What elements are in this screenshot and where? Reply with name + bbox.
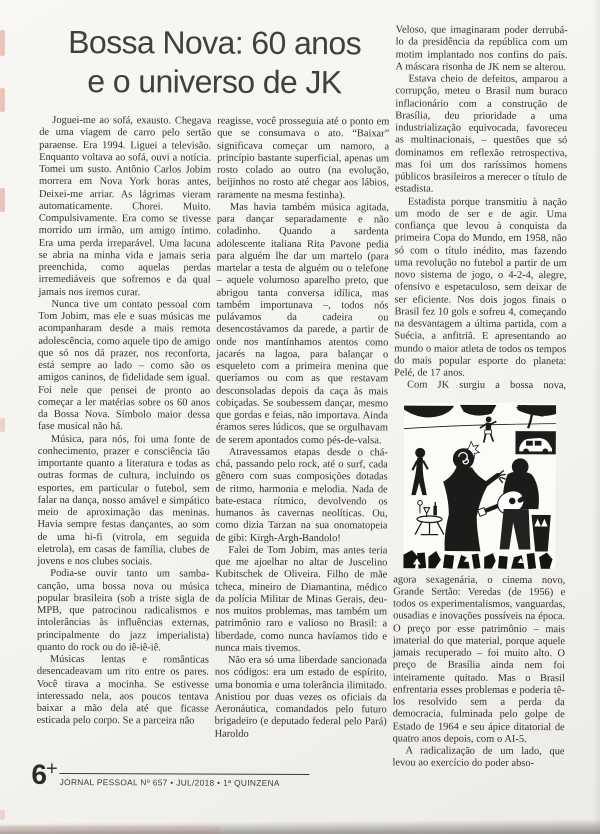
footer — [31, 757, 309, 790]
scan-edge-artifact — [0, 30, 5, 56]
scan-edge-artifact — [0, 810, 5, 820]
paragraph: Joguei-me ao sofá, exausto. Chegava de uma viagem de carro pelo sertão paraense. Era 1994. Liguei a televisão. Enquanto voltava ao sofá, ouvi a notícia. Tomei um susto. Antônio Carlos Jobim morrera em Nova York horas antes, Deixei-me arriar. As lágrimas vieram automaticamente. Chorei. Muito. Compulsivamente. Era como se tivesse morrido um irmão, um amigo íntimo. Era uma perda irreparável. Uma lacuna se abria na minha vida e jamais seria preenchida, como aquelas perdas irremediáveis que sofremos e da qual jamais nos iremos curar. — [38, 114, 212, 298]
bossa-nova-beach-illustration — [403, 402, 556, 569]
column-1 — [37, 115, 212, 740]
paragraph: agora sexagenária, o cinema novo, Grande Sertão: Veredas (de 1956) e todos os experimentalismos, vanguardas, ousadias e inovações possíveis na época. O preço por esse patrimônio – mais imaterial do que material, porque aquele jamais recuperado – foi muito alto. O preço de Brasília ainda nem foi inteiramente quitado. Mas o Brasil enfrentaria esses problemas e poderia tê-los resolvido sem a perda da democracia, fulminada pelo golpe de Estado de 1964 e seu ápice ditatorial de quatro anos depois, com o AI-5. — [392, 573, 566, 745]
page-number: 6 — [31, 758, 48, 790]
column-2 — [215, 116, 390, 741]
scan-edge-artifact — [0, 418, 5, 432]
paragraph: Com JK surgiu a bossa nova, — [407, 379, 567, 392]
article-title — [39, 23, 389, 103]
car — [515, 431, 556, 454]
scan-edge-artifact — [0, 188, 5, 212]
title-line-1: Bossa Nova: 60 anos — [68, 23, 362, 62]
paragraph: Falei de Tom Jobim, mas antes teria que me ajoelhar no altar de Juscelino Kubitschek de Oliveira. Filho de mãe tcheca, mineiro de Diamantina, médico da polícia Militar de Minas Gerais, deu-nos muitos problemas, mas também um patrimônio raro e valioso no Brasil: a liberdade, como nunca havíamos tido e nunca mais tivemos. — [214, 544, 388, 654]
paragraph: Estava cheio de defeitos, amparou a corrupção, meteu o Brasil num buraco inflacionário com a construção de Brasília, deu prioridade a uma industrialização equivocada, favoreceu as multinacionais, – questões que só dominamos em reflexão retrospectiva, mas foi um dos raríssimos homens públicos brasileiros a merecer o título de estadista. — [394, 73, 568, 195]
paragraph: Mas havia também música agitada, para dançar separadamente e não coladinho. Quando a sardenta adolescente italiana Rita Pavone pedia para alguém lhe dar um martelo (para martelar a testa de alguém ou o telefone – aquele volumoso aparelho preto, que abrigou tanta conversa idílica, mas também importunava –, todos nós pulávamos da cadeira ou desencostávamos da parede, a partir de onde nos mantínhamos atentos como jacarés na lagoa, para balançar o esqueleto com a primeira menina que queríamos ou com as que restavam desconsoladas depois da caça às mais cobiçadas. Se soubessem dançar, mesmo que gordas e feias, não importava. Ainda éramos seres lúdicos, que se orgulhavam de serem apontados como pés-de-valsa. — [215, 201, 389, 446]
paragraph: Estadista porque transmitiu à nação um modo de ser e de agir. Uma confiança que levou à conquista da primeira Copa do Mundo, em 1958, não só com o título inédito, mas fazendo uma revolução no futebol a partir de um novo sistema de jogo, o 4-2-4, alegre, ofensivo e espetaculoso, sem deixar de ser eficiente. Nos dois jogos finais o Brasil fez 10 gols e sofreu 4, começando na desvantagem a última partida, com a Suécia, a anfitriã. E apresentando ao mundo o maior atleta de todos os tempos do mais popular esporte do planeta: Pelé, de 17 anos. — [394, 195, 567, 379]
paragraph: Não era só uma liberdade sancionada nos códigos: era um estado de espírito, uma bonomia e uma tolerância ilimitado. Anistiou por duas vezes os oficiais da Aeronáutica, comandados pelo futuro brigadeiro (e deputado federal pelo Pará) Haroldo — [214, 654, 387, 740]
issue-info — [60, 773, 310, 788]
paragraph: Veloso, que imaginaram poder derrubá-lo da presidência da república com um motim implantado nos confins do país. A máscara risonha de JK nem se alterou. — [395, 24, 568, 73]
scan-bottom-tint — [0, 826, 220, 834]
issue-line: JORNAL PESSOAL Nº 657 • JUL/2018 • 1ª QUINZENA — [59, 776, 280, 788]
paragraph: A radicalização de um lado, que levou ao exercício do poder abso- — [392, 745, 565, 770]
paragraph: Músicas lentas e românticas desencadeavam um rito entre os pares. Você tirava a mocinha. Se estivesse interessado nela, aos poucos tentava baixar a mão dela até que ficasse esticada pelo corpo. Se a parceira não — [36, 653, 209, 727]
title-line-2: e o universo de JK — [87, 63, 342, 101]
plus-icon: + — [45, 757, 58, 780]
paragraph: reagisse, você prosseguia até o ponto em que se consumava o ato. “Baixar” significava começar um namoro, a princípio bastante superficial, apenas um rosto colado ao outro (na evolução, beijinhos no rosto até chegar aos lábios, raramente na mesma festinha). — [216, 115, 390, 201]
scan-right-shadow — [592, 0, 600, 834]
paragraph: Atravessamos etapas desde o chá-chá, passando pelo rock, até o surf, cada gênero com suas composições dotadas de ritmo, harmonia e melodia. Nada de bate-estaca rítmico, devolvendo os humanos às cavernas neolíticas. Ou, como dizia Tarzan na sua onomatopeia de gibi: Kirgh-Argh-Bandolo! — [215, 446, 388, 544]
paragraph: Podia-se ouvir tanto um samba-canção, uma bossa nova ou música popular brasileira (sob a triste sigla de MPB, que patrocinou radicalismos e intolerâncias às influências externas, principalmente do jazz imperialista) quanto do rock ou do iê-iê-iê. — [36, 568, 210, 654]
column-3 — [392, 0, 567, 770]
scan-edge-artifact — [0, 88, 5, 112]
paragraph: Música, para nós, foi uma fonte de conhecimento, prazer e consciência tão importante quanto a literatura e todas as outras formas de cultura, incluindo os esportes, em particular o futebol, sem falar na dança, nosso amável e simpático meio de aproximação das meninas. Havia sempre festas dançantes, ao som de uma hi-fi (vitrola, em seguida eletrola), em casas de família, clubes de jovens e nos clubes sociais. — [37, 433, 210, 568]
paragraph: Nunca tive um contato pessoal com Tom Jobim, mas ele e suas músicas me acompanharam desde a mais remota adolescência, como aquele tipo de amigo que só nos dá prazer, nos reconforta, está sempre ao lado – como são os amigos caninos, de fidelidade sem igual. Foi nele que pensei de pronto ao começar a ler matérias sobre os 60 anos da Bossa Nova. Símbolo maior dessa fase musical não há. — [37, 298, 211, 433]
